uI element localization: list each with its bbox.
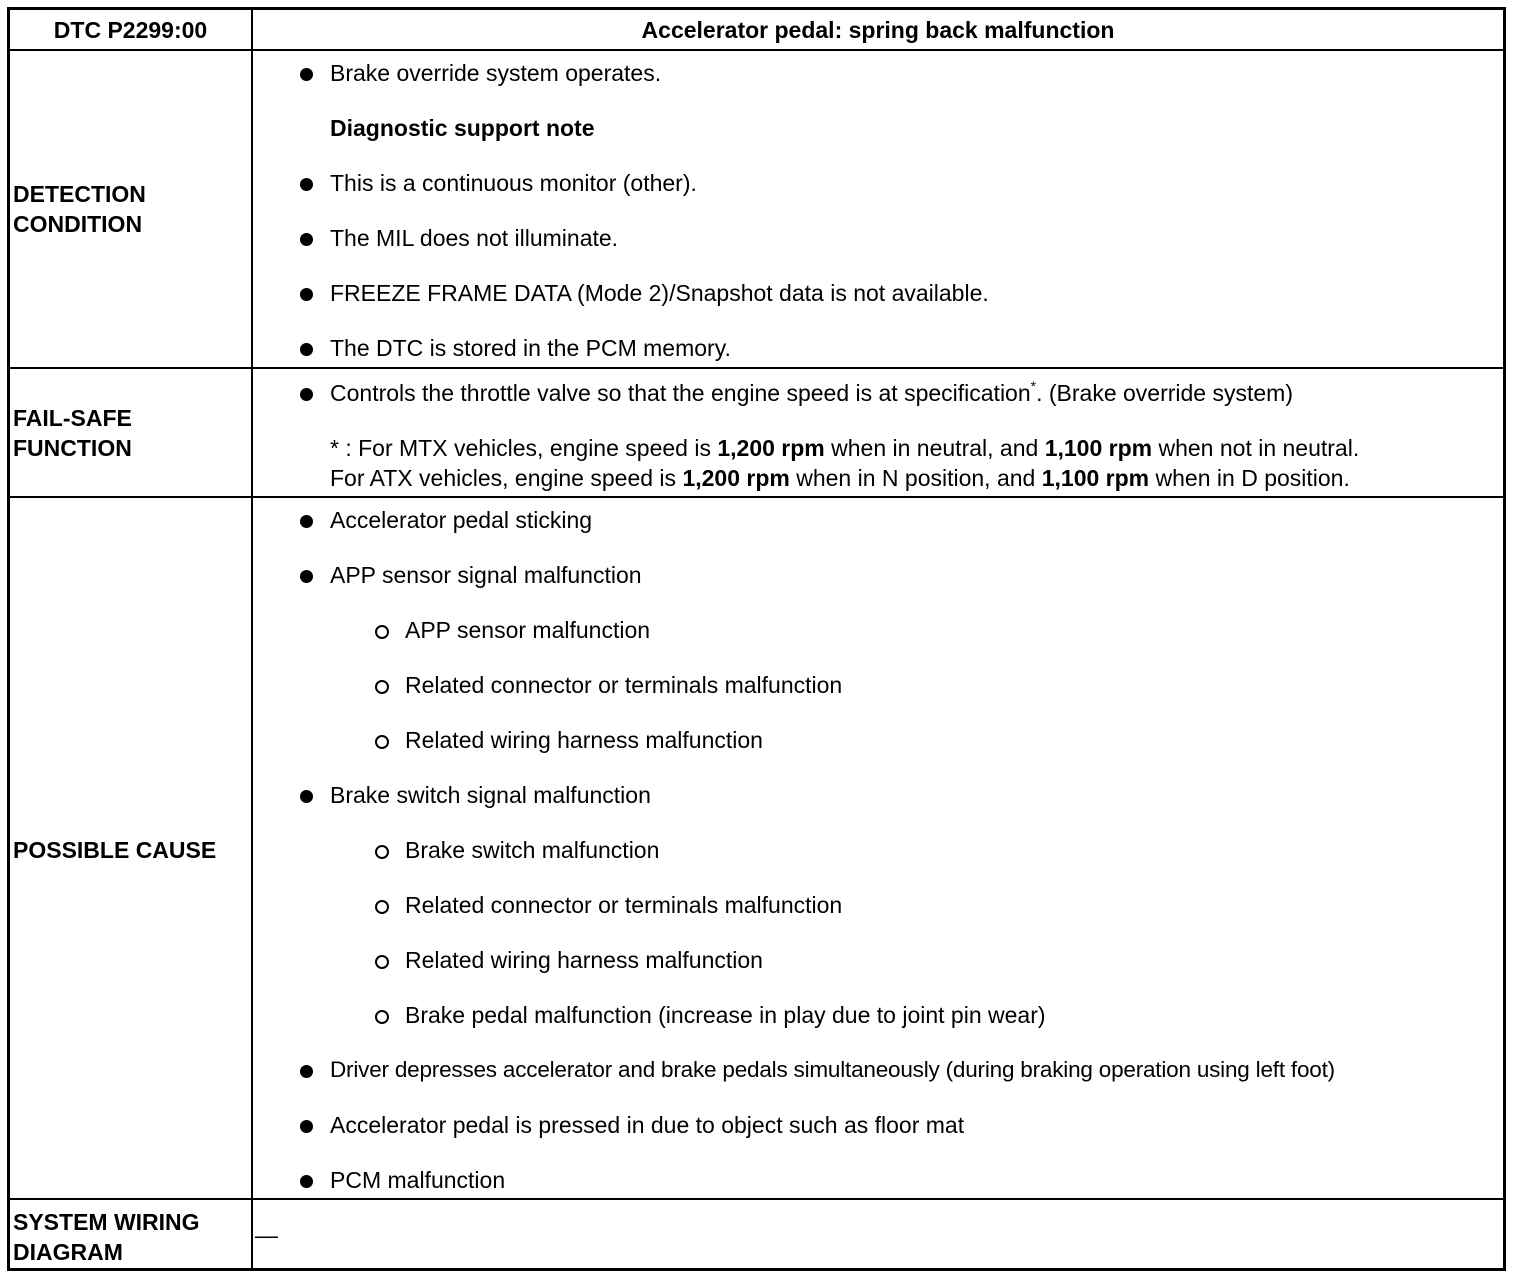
note-text: when in D position.: [1149, 465, 1350, 491]
cause-label: POSSIBLE CAUSE: [13, 837, 217, 863]
failsafe-item-text: Controls the throttle valve so that the engine speed is at specification: [330, 380, 1031, 406]
bullet-icon: [300, 68, 313, 81]
cause-subitem: APP sensor malfunction: [405, 617, 651, 643]
note-rpm: 1,100 rpm: [1041, 465, 1150, 491]
bullet-icon: [300, 388, 313, 401]
cause-subitem: Related connector or terminals malfunction: [405, 892, 843, 918]
cause-subitem: Related wiring harness malfunction: [405, 947, 763, 973]
note-rpm: 1,200 rpm: [682, 465, 790, 491]
diagnostic-note-heading: Diagnostic support note: [330, 115, 595, 141]
note-text: For ATX vehicles, engine speed is: [330, 465, 683, 491]
sub-bullet-icon: [375, 735, 389, 749]
cause-item: Driver depresses accelerator and brake pedals simultaneously (during braking operation using left foot): [330, 1057, 1335, 1082]
bullet-icon: [300, 233, 313, 246]
wiring-label-2: DIAGRAM: [13, 1239, 123, 1265]
bullet-icon: [300, 1065, 313, 1078]
cause-subitem: Brake pedal malfunction (increase in play due to joint pin wear): [405, 1002, 1046, 1028]
note-text: when in N position, and: [789, 465, 1042, 491]
sub-bullet-icon: [375, 625, 389, 639]
detection-label-2: CONDITION: [13, 211, 143, 237]
cause-item: APP sensor signal malfunction: [330, 562, 642, 588]
bullet-icon: [300, 1120, 313, 1133]
failsafe-label-2: FUNCTION: [13, 435, 132, 461]
sub-bullet-icon: [375, 680, 389, 694]
cause-item: PCM malfunction: [330, 1167, 506, 1193]
note-text: * : For MTX vehicles, engine speed is: [330, 435, 718, 461]
sub-bullet-icon: [375, 845, 389, 859]
column-divider: [251, 10, 253, 1268]
footnote-mark: *: [1030, 378, 1037, 394]
row-divider: [10, 496, 1503, 498]
detection-item: Brake override system operates.: [330, 60, 662, 86]
dtc-table: [7, 7, 1506, 1271]
bullet-icon: [300, 570, 313, 583]
failsafe-item: [330, 378, 1293, 408]
failsafe-label-1: FAIL-SAFE: [13, 405, 132, 431]
detection-label-1: DETECTION: [13, 181, 146, 207]
bullet-icon: [300, 288, 313, 301]
bullet-icon: [300, 790, 313, 803]
bullet-icon: [300, 515, 313, 528]
cause-subitem: Related wiring harness malfunction: [405, 727, 763, 753]
cause-item: Accelerator pedal is pressed in due to object such as floor mat: [330, 1112, 965, 1138]
failsafe-item-tail: . (Brake override system): [1036, 380, 1293, 406]
detection-item: The DTC is stored in the PCM memory.: [330, 335, 731, 361]
detection-item: This is a continuous monitor (other).: [330, 170, 697, 196]
note-text: when not in neutral.: [1152, 435, 1360, 461]
wiring-value: —: [255, 1222, 278, 1248]
dtc-code: DTC P2299:00: [53, 17, 208, 43]
dtc-title: Accelerator pedal: spring back malfunction: [641, 17, 1115, 43]
cause-subitem: Brake switch malfunction: [405, 837, 660, 863]
note-rpm: 1,200 rpm: [717, 435, 825, 461]
cause-item: Accelerator pedal sticking: [330, 507, 593, 533]
bullet-icon: [300, 178, 313, 191]
sub-bullet-icon: [375, 1010, 389, 1024]
sub-bullet-icon: [375, 955, 389, 969]
bullet-icon: [300, 343, 313, 356]
note-text: when in neutral, and: [824, 435, 1045, 461]
failsafe-note-mtx: [330, 433, 1359, 463]
sub-bullet-icon: [375, 900, 389, 914]
row-divider: [10, 49, 1503, 51]
wiring-label-1: SYSTEM WIRING: [13, 1209, 200, 1235]
bullet-icon: [300, 1175, 313, 1188]
cause-subitem: Related connector or terminals malfunction: [405, 672, 843, 698]
row-divider: [10, 1198, 1503, 1200]
detection-item: The MIL does not illuminate.: [330, 225, 619, 251]
row-divider: [10, 367, 1503, 369]
failsafe-note-atx: [330, 463, 1350, 493]
note-rpm: 1,100 rpm: [1044, 435, 1153, 461]
detection-item: FREEZE FRAME DATA (Mode 2)/Snapshot data is not available.: [330, 280, 989, 306]
cause-item: Brake switch signal malfunction: [330, 782, 651, 808]
